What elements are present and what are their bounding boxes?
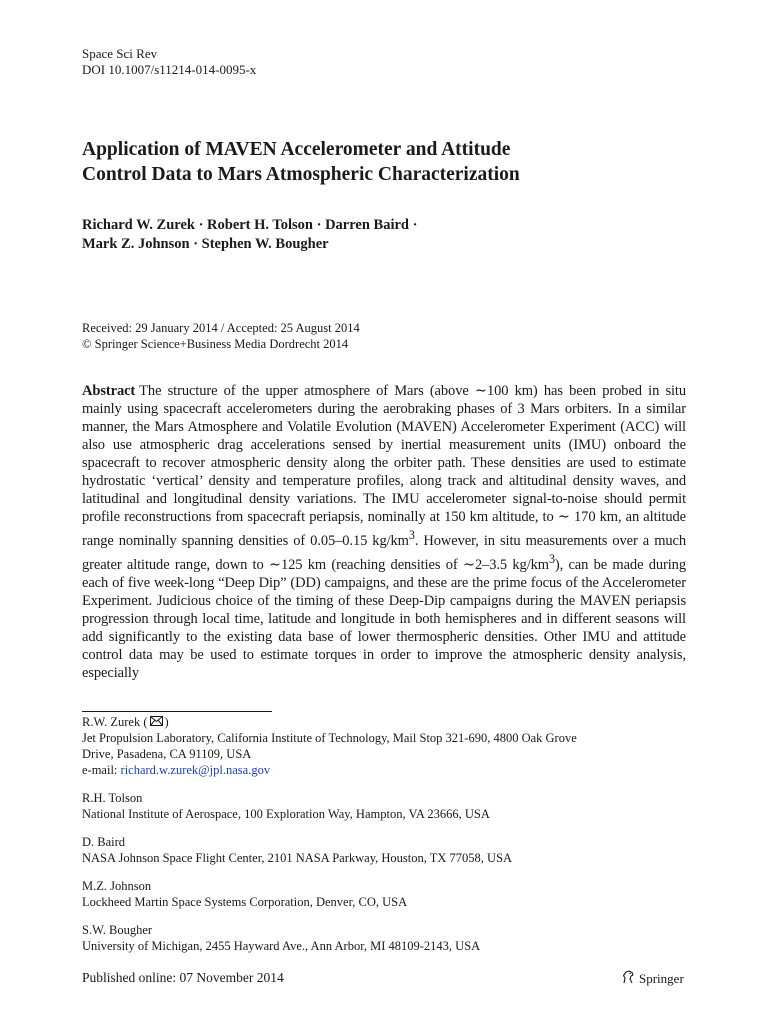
- abstract-label: Abstract: [82, 383, 136, 399]
- doi: DOI 10.1007/s11214-014-0095-x: [82, 62, 257, 77]
- footnote-rule: [82, 711, 272, 712]
- email-link[interactable]: richard.w.zurek@jpl.nasa.gov: [120, 763, 271, 777]
- abstract: [82, 382, 686, 682]
- received-accepted: Received: 29 January 2014 / Accepted: 25 August 2014: [82, 321, 360, 335]
- email-line: [82, 762, 686, 778]
- affiliations: [82, 714, 686, 966]
- affiliation-zurek: [82, 714, 686, 778]
- affiliation-name-close: ): [164, 715, 169, 729]
- published-online: Published online: 07 November 2014: [82, 970, 284, 985]
- journal-name: Space Sci Rev: [82, 46, 158, 61]
- author-list: [82, 216, 682, 254]
- springer-logo: [622, 970, 684, 988]
- title-line-2: Control Data to Mars Atmospheric Characterization: [82, 164, 520, 185]
- affiliation-baird: [82, 834, 686, 866]
- paper-title: [82, 137, 682, 187]
- affiliation-address: University of Michigan, 2455 Hayward Ave., Ann Arbor, MI 48109-2143, USA: [82, 939, 481, 953]
- affiliation-address: Lockheed Martin Space Systems Corporation, Denver, CO, USA: [82, 895, 408, 909]
- affiliation-tolson: [82, 790, 686, 822]
- affiliation-name: S.W. Bougher: [82, 923, 153, 937]
- affiliation-address-1: Jet Propulsion Laboratory, California Institute of Technology, Mail Stop 321-690, 4800 Oak Grove: [82, 731, 577, 745]
- affiliation-address: National Institute of Aerospace, 100 Exploration Way, Hampton, VA 23666, USA: [82, 807, 490, 821]
- abstract-text-2: . However, in situ measurements over a much greater altitude range, down to ∼125 km (reaching densities of ∼2–3.5 kg/km: [82, 532, 687, 573]
- affiliation-address: NASA Johnson Space Flight Center, 2101 NASA Parkway, Houston, TX 77058, USA: [82, 851, 513, 865]
- affiliation-johnson: [82, 878, 686, 910]
- affiliation-name: R.W. Zurek (: [82, 715, 148, 729]
- journal-header: [82, 46, 256, 78]
- affiliation-address-2: Drive, Pasadena, CA 91109, USA: [82, 747, 252, 761]
- email-label: e-mail:: [82, 763, 121, 777]
- springer-horse-icon: [622, 970, 635, 988]
- abstract-text-1: The structure of the upper atmosphere of Mars (above ∼100 km) has been probed in situ mainly using spacecraft accelerometers during the aerobraking phases of 3 Mars orbiters. In a similar manner, the Mars Atmosphere and Volatile Evolution (MAVEN) Accelerometer Experiment (ACC) will also use atmospheric drag accelerations sensed by inertial measurement units (IMU) onboard the spacecraft to recover atmospheric density along the orbiter path. These densities are used to estimate hydrostatic ‘vertical’ density and temperature profiles, along track and altitudinal density waves, and latitudinal and longitudinal density variations. The IMU accelerometer signal-to-noise should permit profile reconstructions from spacecraft periapsis, nominally at 150 km altitude, to ∼ 170 km, an altitude range nominally spanning densities of 0.05–0.15 kg/km: [82, 383, 686, 549]
- affiliation-name: R.H. Tolson: [82, 791, 143, 805]
- affiliation-name: D. Baird: [82, 835, 126, 849]
- affiliation-bougher: [82, 922, 686, 954]
- title-line-1: Application of MAVEN Accelerometer and Attitude: [82, 139, 511, 160]
- abstract-sup-1: 3: [408, 528, 415, 542]
- authors-line-1: Richard W. Zurek · Robert H. Tolson · Darren Baird ·: [82, 217, 418, 233]
- abstract-text-3: ), can be made during each of five week-long “Deep Dip” (DD) campaigns, and these are the prime focus of the Accelerometer Experiment. Judicious choice of the timing of these Deep-Dip campaigns during the MAVEN periapsis progression through local time, latitude and longitude in both hemispheres and in different seasons will add significantly to the existing data base of lower thermospheric densities. Other IMU and attitude control data may be used to estimate torques in order to improve the atmospheric density analysis, especially: [82, 556, 686, 681]
- authors-line-2: Mark Z. Johnson · Stephen W. Bougher: [82, 236, 329, 252]
- publisher-name: Springer: [639, 971, 684, 986]
- envelope-icon[interactable]: [150, 714, 163, 730]
- abstract-sup-2: 3: [548, 551, 555, 566]
- copyright-notice: © Springer Science+Business Media Dordrecht 2014: [82, 337, 349, 351]
- affiliation-name: M.Z. Johnson: [82, 879, 152, 893]
- publication-dates: [82, 320, 360, 352]
